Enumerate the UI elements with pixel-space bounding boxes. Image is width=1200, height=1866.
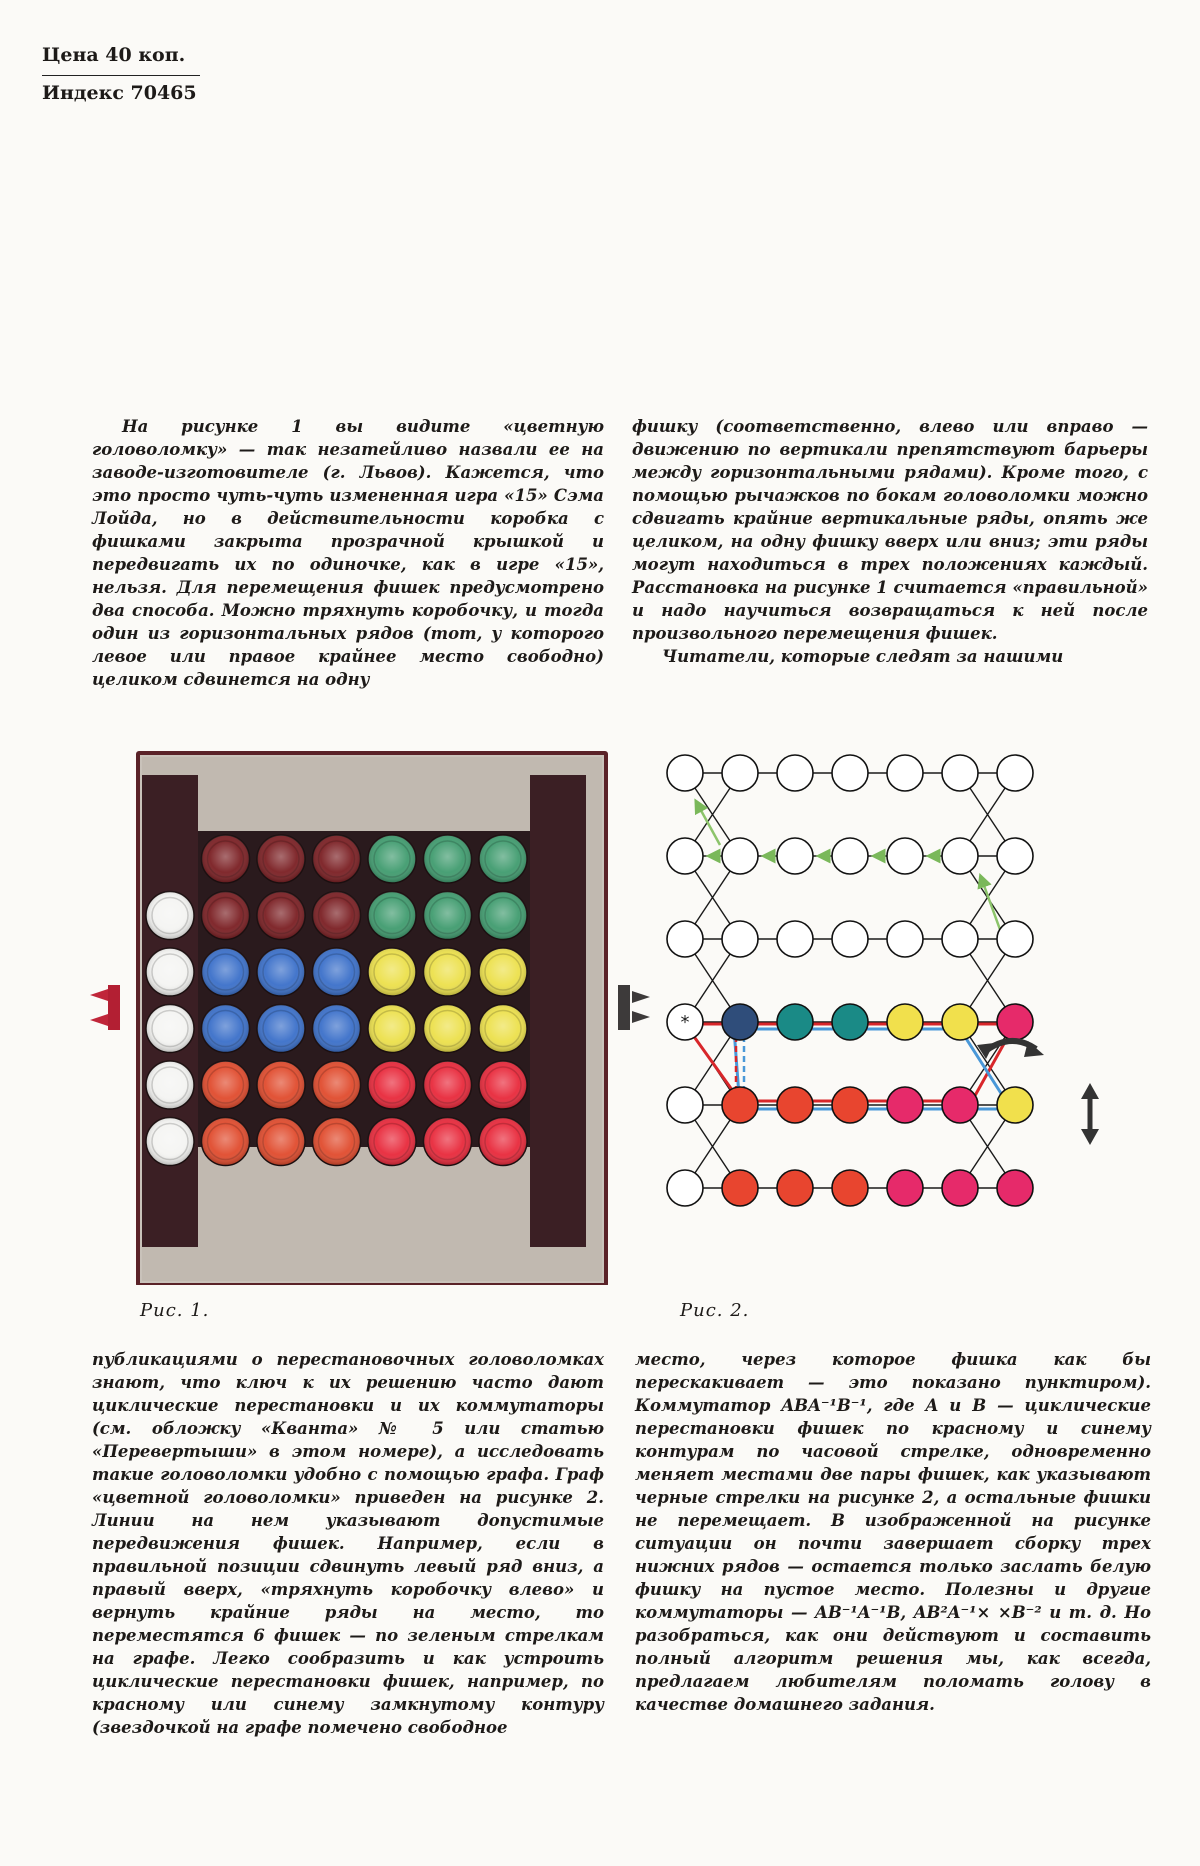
graph-node	[997, 1170, 1033, 1206]
graph-node	[997, 1087, 1033, 1123]
puzzle-chip	[313, 835, 361, 883]
puzzle-chip	[257, 892, 305, 940]
puzzle-chip	[257, 835, 305, 883]
paragraph: место, через которое фишка как бы перескакивает — это показано пунктиром). Коммутатор ABA⁻¹B⁻¹, где A и B — циклические перестановки фишек по красному и синему контурам по часовой стрелке, одновременно меняет местами две пары фишек, как указывают черные стрелки на рисунке 2, а остальные фишки не перемещает. В изображенной на рисунке ситуации он почти завершает сборку трех нижних рядов — остается только заслать белую фишку на пустое место. Полезны и другие коммутаторы — AB⁻¹A⁻¹B, AB²A⁻¹× ×B⁻² и т. д. Но разобраться, как они действуют и составить полный алгоритм решения мы, как всегда, предлагаем любителям поломать голову в качестве домашнего задания.	[635, 1350, 1151, 1714]
graph-node	[887, 755, 923, 791]
graph-node	[832, 1087, 868, 1123]
puzzle-chip	[146, 1118, 194, 1166]
graph-node	[722, 1087, 758, 1123]
text-column-top-left	[92, 415, 604, 691]
graph-node	[667, 1087, 703, 1123]
vertical-swap-arrow-icon	[1081, 1083, 1099, 1145]
figure-1-puzzle-box	[90, 745, 650, 1285]
puzzle-chip	[257, 1061, 305, 1109]
figure-1-caption: Рис. 1.	[140, 1300, 210, 1321]
right-lever-icon	[618, 985, 650, 1030]
text-column-top-right	[632, 415, 1148, 668]
text-column-bottom-left	[92, 1348, 604, 1739]
puzzle-chip	[424, 1061, 472, 1109]
puzzle-chip	[202, 835, 250, 883]
puzzle-chip	[368, 892, 416, 940]
graph-node	[942, 1087, 978, 1123]
graph-node	[887, 838, 923, 874]
puzzle-chip	[313, 892, 361, 940]
puzzle-chip	[479, 1005, 527, 1053]
puzzle-chip	[146, 892, 194, 940]
puzzle-chip	[479, 1061, 527, 1109]
puzzle-chip	[313, 948, 361, 996]
graph-node	[832, 838, 868, 874]
puzzle-chip	[479, 835, 527, 883]
puzzle-chip	[368, 835, 416, 883]
puzzle-chip	[368, 1118, 416, 1166]
figure-2-graph	[660, 745, 1130, 1285]
graph-node	[887, 1170, 923, 1206]
empty-slot-node	[667, 1004, 703, 1040]
puzzle-chip	[368, 1061, 416, 1109]
price-label: Цена 40 коп.	[42, 44, 186, 66]
graph-node	[777, 1170, 813, 1206]
puzzle-chip	[202, 1061, 250, 1109]
puzzle-chip	[313, 1118, 361, 1166]
paragraph: фишку (соответственно, влево или вправо — движению по вертикали препятствуют барьеры между горизонтальными рядами). Кроме того, с помощью рычажков по бокам головоломки можно сдвигать крайние вертикальные ряды, опять же целиком, на одну фишку вверх или вниз; эти ряды могут находиться в трех положениях каждый. Расстановка на рисунке 1 считается «правильной» и надо научиться возвращаться к ней после произвольного перемещения фишек.	[632, 417, 1148, 643]
graph-node	[997, 838, 1033, 874]
graph-node	[722, 1170, 758, 1206]
graph-node	[942, 755, 978, 791]
paragraph: На рисунке 1 вы видите «цветную головоломку» — так незатейливо назвали ее на заводе-изготовителе (г. Львов). Кажется, что это просто чуть-чуть измененная игра «15» Сэма Лойда, но в действительности коробка с фишками закрыта прозрачной крышкой и передвигать их по одиночке, как в игре «15», нельзя. Для перемещения фишек предусмотрено два способа. Можно тряхнуть коробочку, и тогда один из горизонтальных рядов (тот, у которого левое или правое крайнее место свободно) целиком сдвинется на одну	[92, 417, 604, 689]
graph-node	[887, 1004, 923, 1040]
right-column-slot	[530, 775, 586, 1247]
graph-node	[777, 1087, 813, 1123]
puzzle-chip	[146, 1005, 194, 1053]
graph-node	[722, 838, 758, 874]
puzzle-chip	[202, 892, 250, 940]
graph-node	[667, 838, 703, 874]
puzzle-chip	[479, 892, 527, 940]
figure-2-caption: Рис. 2.	[680, 1300, 750, 1321]
graph-node	[942, 1170, 978, 1206]
puzzle-chip	[479, 1118, 527, 1166]
graph-node	[667, 1170, 703, 1206]
puzzle-chip	[424, 1118, 472, 1166]
index-label: Индекс 70465	[42, 82, 197, 104]
graph-node	[722, 1004, 758, 1040]
green-arrow-icon	[982, 880, 1002, 935]
left-lever-icon	[90, 985, 120, 1030]
graph-node	[832, 1004, 868, 1040]
graph-node	[777, 755, 813, 791]
board-grid	[198, 831, 530, 1147]
puzzle-chip	[479, 948, 527, 996]
puzzle-chip	[257, 1005, 305, 1053]
puzzle-chip	[202, 1005, 250, 1053]
star-label: *	[680, 1012, 690, 1033]
graph-node	[832, 755, 868, 791]
graph-node	[997, 1004, 1033, 1040]
puzzle-chip	[368, 1005, 416, 1053]
puzzle-chip	[424, 835, 472, 883]
puzzle-chip	[424, 1005, 472, 1053]
puzzle-chip	[146, 1061, 194, 1109]
puzzle-chip	[257, 1118, 305, 1166]
graph-node	[722, 921, 758, 957]
paragraph: Читатели, которые следят за нашими	[662, 647, 1064, 666]
graph-node	[722, 755, 758, 791]
puzzle-chip	[202, 948, 250, 996]
graph-node	[667, 755, 703, 791]
puzzle-chip	[424, 948, 472, 996]
graph-node	[997, 921, 1033, 957]
green-arrow-icon	[698, 805, 720, 845]
graph-node	[832, 1170, 868, 1206]
puzzle-chip	[313, 1005, 361, 1053]
puzzle-chip	[257, 948, 305, 996]
graph-node	[997, 755, 1033, 791]
graph-node	[667, 921, 703, 957]
graph-node	[832, 921, 868, 957]
graph-node	[887, 921, 923, 957]
graph-node	[777, 838, 813, 874]
graph-node	[777, 1004, 813, 1040]
puzzle-chip	[424, 892, 472, 940]
paragraph: публикациями о перестановочных головоломках знают, что ключ к их решению часто дают циклические перестановки и их коммутаторы (см. обложку «Кванта» № 5 или статью «Перевертыши» в этом номере), а исследовать такие головоломки удобно с помощью графа. Граф «цветной головоломки» приведен на рисунке 2. Линии на нем указывают допустимые передвижения фишек. Например, если в правильной позиции сдвинуть левый ряд вниз, а правый вверх, «тряхнуть коробочку влево» и вернуть крайние ряды на место, то переместятся 6 фишек — по зеленым стрелкам на графе. Легко сообразить и как устроить циклические перестановки фишек, например, по красному или синему замкнутому контуру (звездочкой на графе помечено свободное	[92, 1350, 604, 1737]
graph-node	[777, 921, 813, 957]
text-column-bottom-right	[635, 1348, 1151, 1716]
puzzle-chip	[368, 948, 416, 996]
puzzle-chip	[313, 1061, 361, 1109]
puzzle-chip	[202, 1118, 250, 1166]
graph-node	[887, 1087, 923, 1123]
puzzle-chip	[146, 948, 194, 996]
graph-node	[942, 1004, 978, 1040]
header-divider	[42, 75, 200, 76]
graph-node	[942, 838, 978, 874]
graph-node	[942, 921, 978, 957]
